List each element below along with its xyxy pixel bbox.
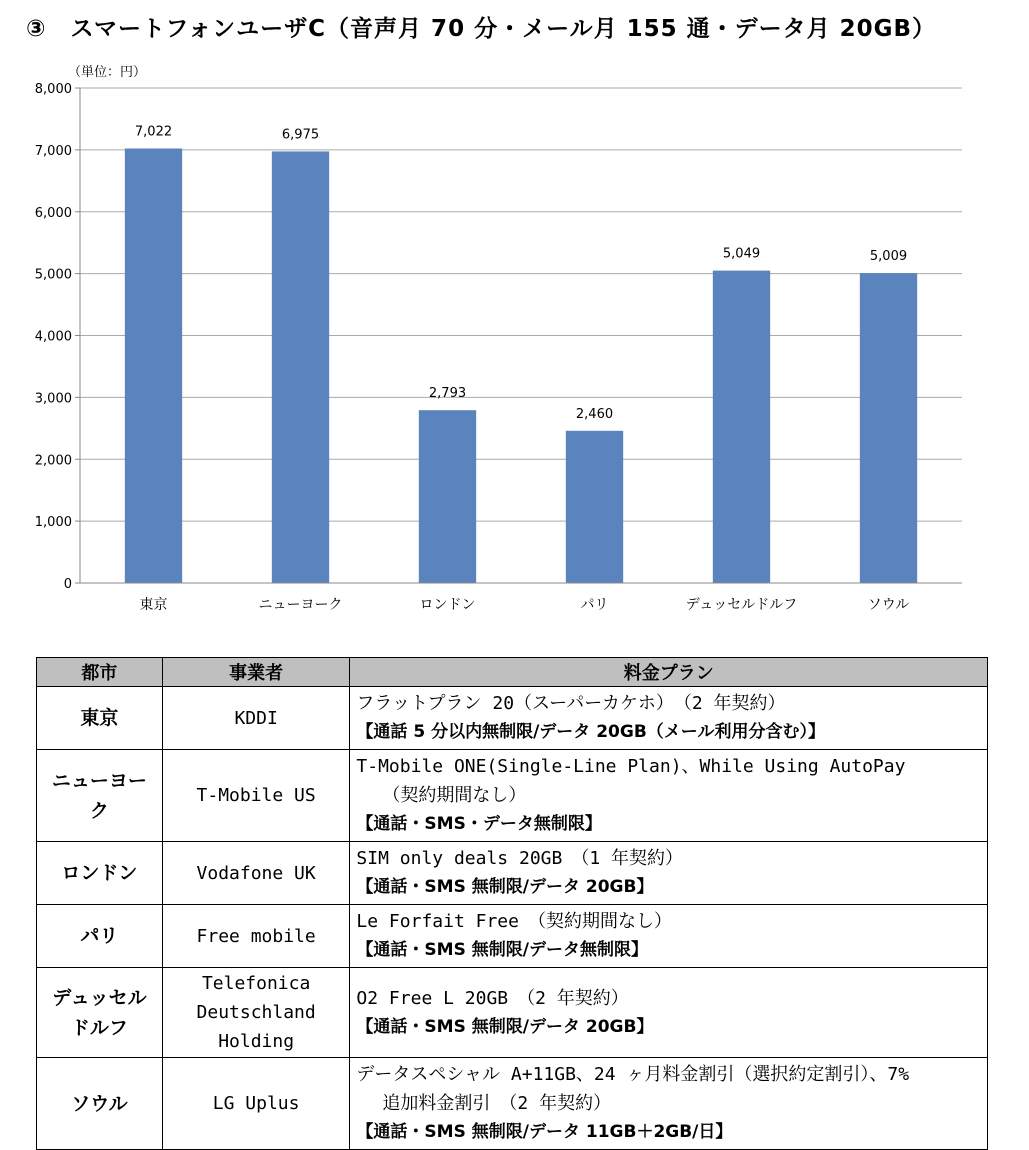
- chart-title: ③ スマートフォンユーザC（音声月 70 分・メール月 155 通・データ月 20GB）: [26, 16, 937, 42]
- operator-cell: [162, 1058, 350, 1150]
- header-plan: 料金プラン: [350, 658, 988, 687]
- plan-cell: [350, 968, 988, 1058]
- x-tick-label: デュッセルドルフ: [685, 597, 798, 613]
- operator-name: LG Uplus: [212, 1093, 300, 1114]
- table-row: [37, 750, 988, 842]
- x-axis-ticks: [140, 596, 910, 613]
- city-name: ロンドン: [61, 862, 138, 884]
- table-row: [37, 842, 988, 905]
- city-name: パリ: [80, 925, 119, 947]
- city-name: ドルフ: [70, 1016, 128, 1039]
- city-cell: [37, 842, 163, 905]
- plan-conditions: 【通話・SMS 無制限/データ 20GB】: [356, 877, 654, 897]
- data-label: 7,022: [134, 124, 173, 140]
- plan-conditions: 【通話・SMS・データ無制限】: [356, 814, 602, 834]
- city-name: ニューヨー: [51, 769, 147, 792]
- bar: [125, 149, 182, 583]
- x-tick-label: ロンドン: [419, 597, 476, 613]
- plan-conditions: 【通話 5 分以内無制限/データ 20GB（メール利用分含む）】: [356, 722, 825, 742]
- operator-cell: [162, 905, 350, 968]
- bar: [419, 410, 476, 583]
- y-tick-label: 3,000: [34, 391, 72, 407]
- table-row: [37, 905, 988, 968]
- operator-name: Deutschland: [196, 1002, 316, 1023]
- plan-conditions: 【通話・SMS 無制限/データ 20GB】: [356, 1016, 654, 1037]
- plan-name: O2 Free L 20GB （2 年契約）: [356, 987, 629, 1009]
- plan-cell: [350, 905, 988, 968]
- plan-name: 追加料金割引 （2 年契約）: [382, 1093, 612, 1114]
- plan-name: T-Mobile ONE(Single-Line Plan)、While Using AutoPay: [356, 756, 906, 777]
- plan-name: フラットプラン 20（スーパーカケホ） （2 年契約）: [356, 693, 786, 714]
- data-label: 5,009: [869, 249, 908, 265]
- y-axis-ticks: [35, 82, 80, 592]
- table-row: [37, 968, 988, 1058]
- bar: [860, 273, 917, 583]
- table-row: [37, 1058, 988, 1150]
- bar: [713, 271, 770, 583]
- operator-cell: [162, 842, 350, 905]
- bar-chart: [0, 60, 1029, 630]
- operator-cell: [162, 750, 350, 842]
- table-header-row: [37, 658, 988, 687]
- data-label: 2,460: [575, 406, 614, 422]
- plan-cell: [350, 687, 988, 750]
- y-tick-label: 4,000: [34, 329, 72, 345]
- y-tick-label: 8,000: [34, 82, 72, 97]
- city-name: ソウル: [71, 1092, 128, 1115]
- y-tick-label: 5,000: [34, 267, 72, 283]
- city-cell: [37, 905, 163, 968]
- city-name: ク: [89, 799, 109, 822]
- city-cell: [37, 687, 163, 750]
- plan-name: SIM only deals 20GB （1 年契約）: [356, 848, 683, 869]
- x-tick-label: ソウル: [867, 597, 910, 613]
- data-label: 2,793: [428, 386, 467, 402]
- bar: [566, 431, 623, 583]
- y-tick-label: 1,000: [34, 515, 72, 531]
- plan-conditions: 【通話・SMS 無制限/データ無制限】: [356, 940, 648, 960]
- city-cell: [37, 750, 163, 842]
- x-tick-label: パリ: [580, 597, 609, 613]
- plan-name: データスペシャル A+11GB、24 ヶ月料金割引（選択約定割引）、7%: [356, 1064, 910, 1085]
- bar: [272, 151, 329, 583]
- gridlines: [80, 88, 962, 521]
- operator-cell: [162, 687, 350, 750]
- y-tick-label: 0: [63, 577, 72, 592]
- plan-cell: [350, 750, 988, 842]
- city-cell: [37, 1058, 163, 1150]
- x-tick-label: ニューヨーク: [258, 597, 343, 613]
- operator-cell: [162, 968, 350, 1058]
- plan-cell: [350, 1058, 988, 1150]
- plan-name: Le Forfait Free （契約期間なし）: [356, 911, 672, 932]
- bars: [125, 149, 917, 583]
- y-tick-label: 6,000: [34, 205, 72, 221]
- city-name: デュッセル: [52, 986, 147, 1009]
- table-row: [37, 687, 988, 750]
- y-tick-label: 7,000: [34, 143, 72, 159]
- header-operator: 事業者: [162, 658, 350, 687]
- plan-name: （契約期間なし）: [382, 785, 527, 806]
- city-cell: [37, 968, 163, 1058]
- city-name: 東京: [80, 707, 119, 729]
- x-tick-label: 東京: [139, 597, 168, 613]
- operator-name: Vodafone UK: [196, 862, 316, 884]
- operator-name: Telefonica: [201, 973, 311, 994]
- data-label: 5,049: [722, 246, 761, 262]
- operator-name: Holding: [218, 1031, 295, 1052]
- header-city: 都市: [37, 658, 163, 687]
- data-label: 6,975: [281, 127, 320, 143]
- unit-label: （単位：円）: [68, 65, 147, 80]
- plan-cell: [350, 842, 988, 905]
- plan-conditions: 【通話・SMS 無制限/データ 11GB＋2GB/日】: [356, 1122, 733, 1142]
- plan-table: [36, 657, 988, 1150]
- operator-name: T-Mobile US: [196, 785, 316, 806]
- operator-name: Free mobile: [196, 925, 316, 947]
- operator-name: KDDI: [234, 707, 278, 729]
- y-tick-label: 2,000: [34, 453, 72, 469]
